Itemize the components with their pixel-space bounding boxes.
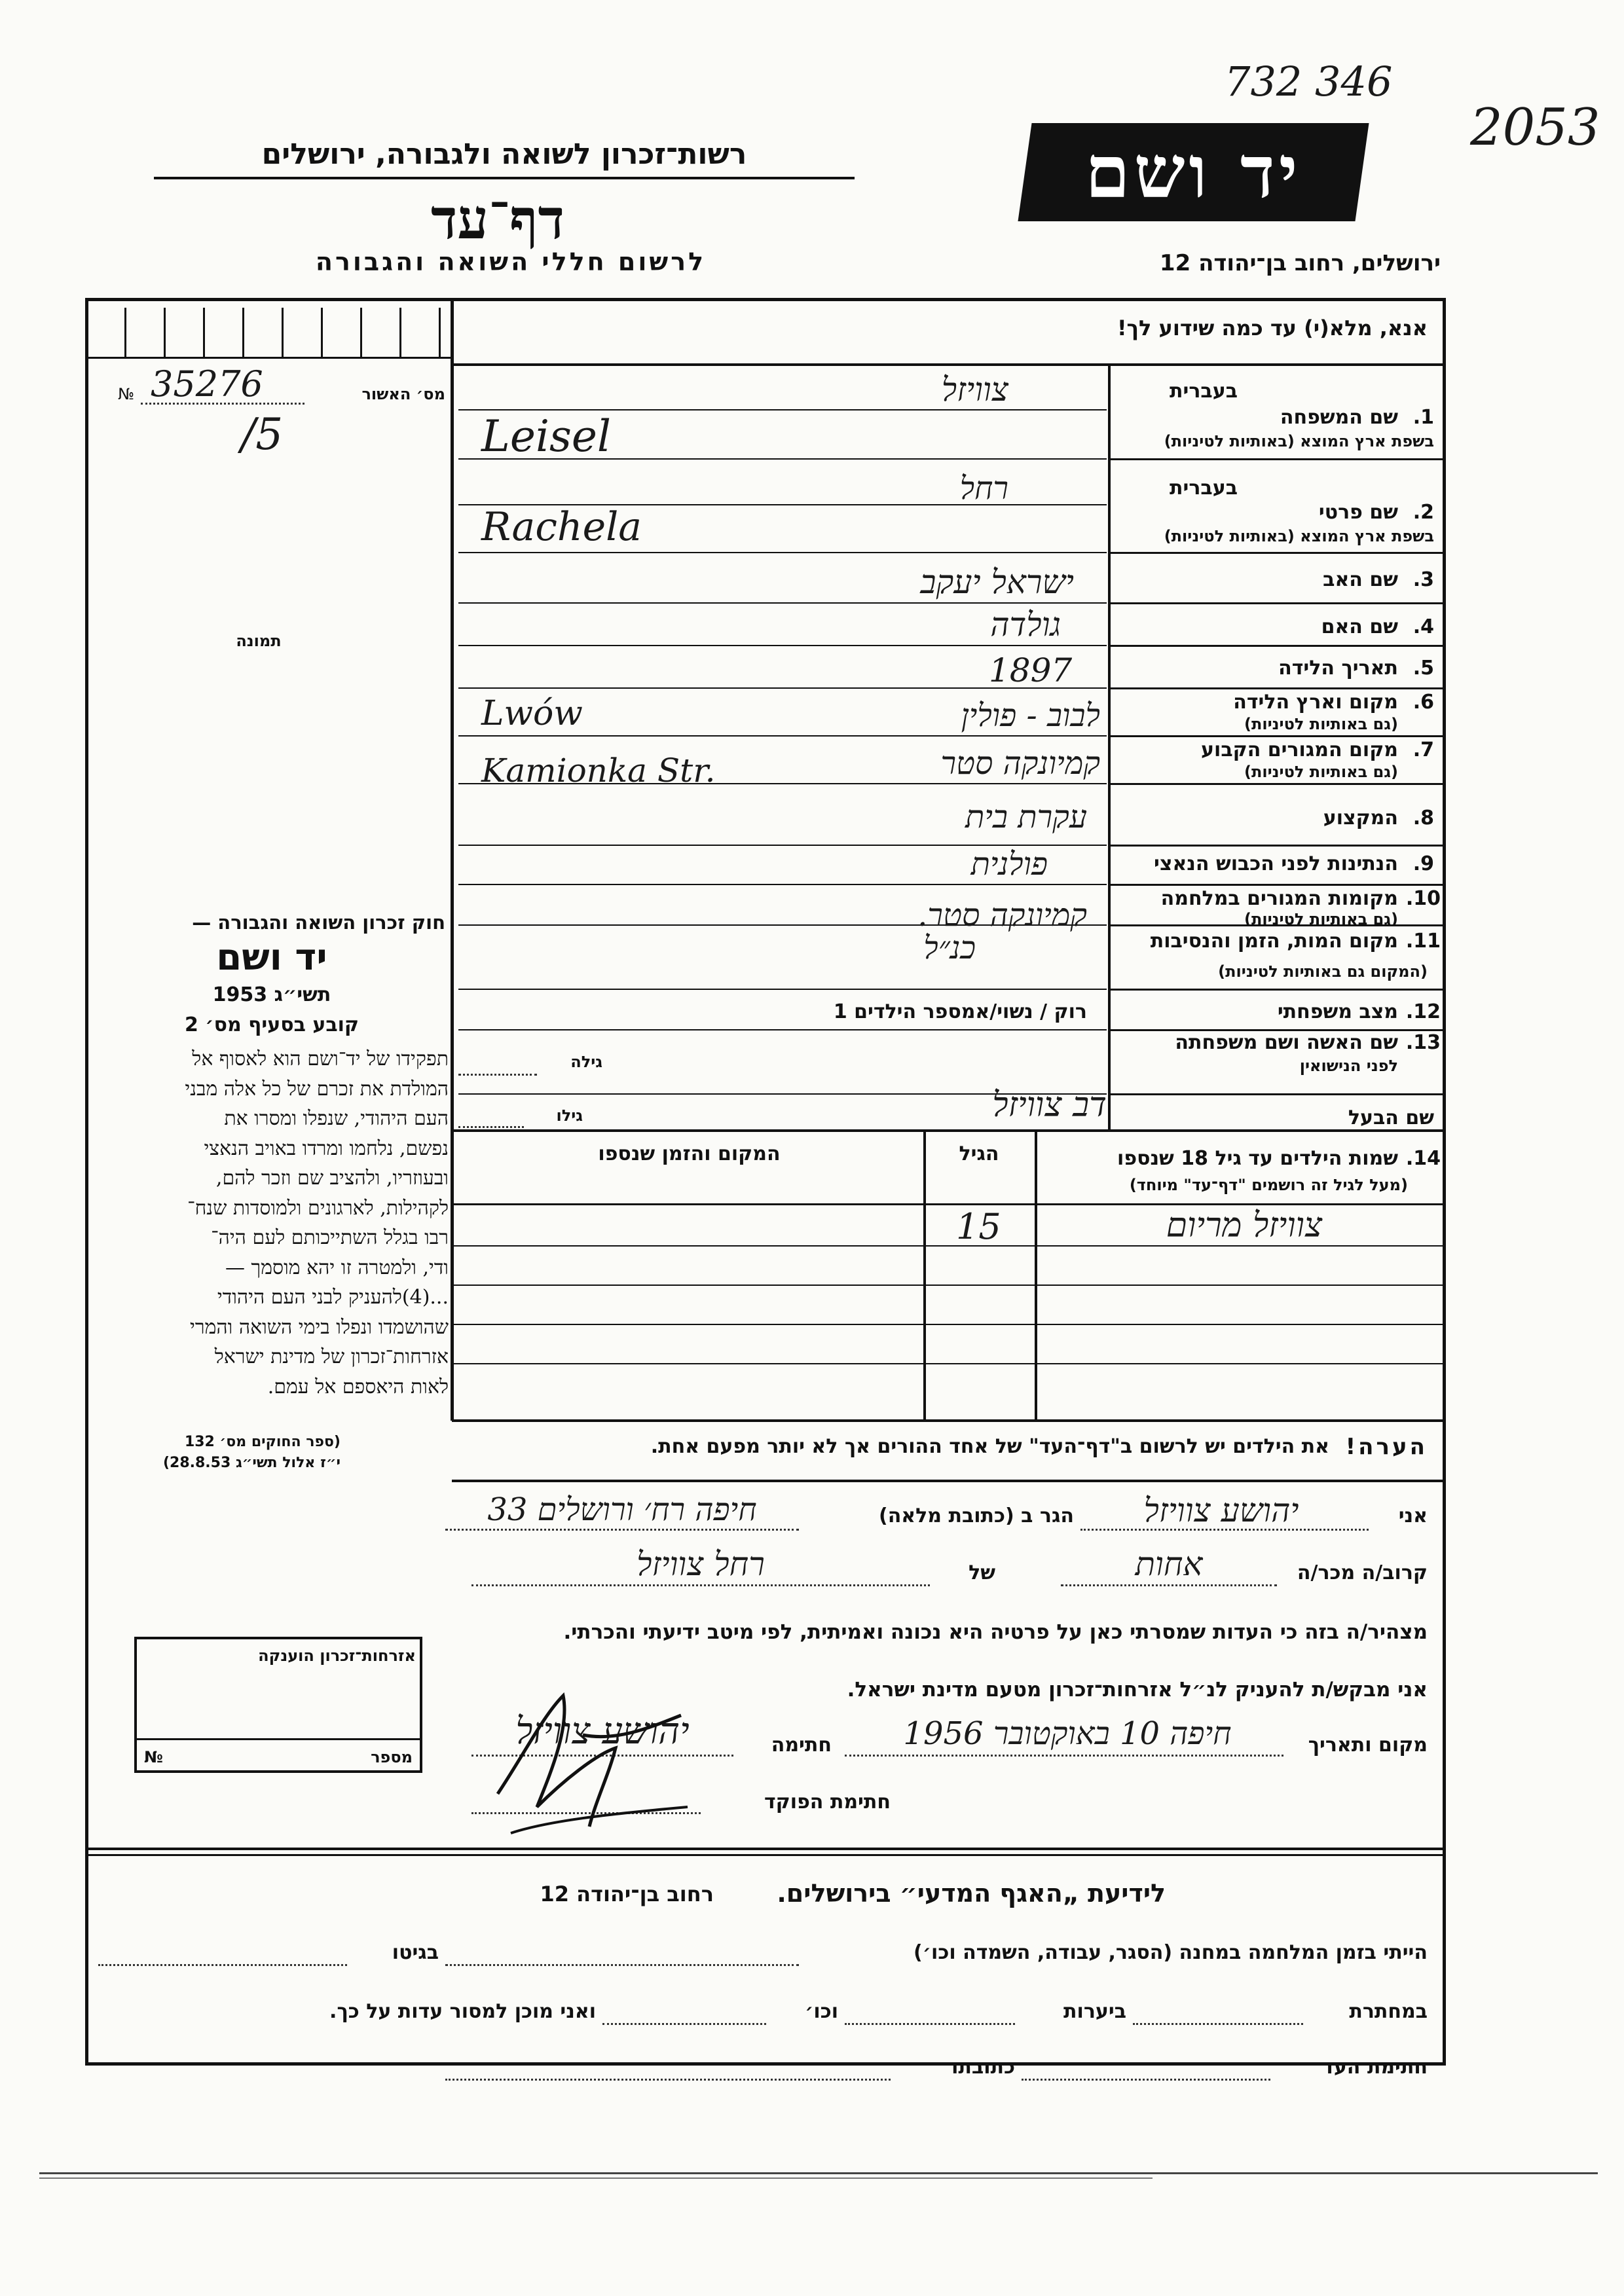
reg-no-prefix: №	[118, 385, 134, 403]
of-label: של	[969, 1561, 995, 1584]
birth-date: 1897	[989, 651, 1073, 689]
law-line: לאות היאספם אל עמם.	[267, 1375, 449, 1398]
citizenship-no-prefix: №	[144, 1748, 163, 1766]
law-year: תשי״ג 1953	[212, 983, 331, 1006]
photo-label: תמונה	[236, 632, 282, 650]
husband-name: דב צוויזל	[992, 1085, 1107, 1125]
occupation: עקרת בית	[965, 799, 1087, 835]
row-2-num: 2.	[1412, 501, 1434, 524]
row-9-label: הנתינות לפני הכבוש הנאצי	[1154, 852, 1398, 875]
bottom-ghetto: בגיטו	[392, 1941, 439, 1964]
of-name: רחל צוויזל	[637, 1545, 765, 1583]
citizenship-number-label: מספר	[371, 1748, 413, 1766]
wartime-residence: קמיונקה סטר.	[917, 897, 1087, 934]
yad-vashem-logo	[1018, 123, 1369, 221]
row-3-label: שם האב	[1323, 568, 1398, 591]
bottom-title: לידיעת „האגף המדעי״ בירושלים.	[777, 1879, 1166, 1908]
row-5-label: תאריך הלידה	[1278, 657, 1398, 680]
residing-label: הגר ב (כתובת מלאה)	[878, 1504, 1074, 1527]
child-age: 15	[956, 1206, 1001, 1247]
place-date-label: מקום ותאריך	[1308, 1734, 1428, 1757]
row-4-label: שם האם	[1321, 615, 1398, 638]
row-6-sub: (גם באותיות לטיניות)	[1244, 715, 1398, 733]
husband-label: שם הבעל	[1348, 1106, 1434, 1129]
marital-status: רוק / נשוי/אמספר הילדים 1	[833, 1000, 1087, 1023]
place-date: חיפה 10 באוקטובר 1956	[903, 1715, 1232, 1752]
first-name-latin: Rachela	[481, 504, 642, 550]
law-line: נפשם, נלחמו ומרדו באויב הנאצי	[204, 1137, 449, 1160]
row-9-num: 9.	[1412, 852, 1434, 875]
law-line: לקהילות, לארגונים ולמוסדות שנח־	[187, 1196, 449, 1220]
relation-label: קרוב/ה מכר/ה	[1297, 1561, 1428, 1584]
form-title: דף־עד	[430, 187, 564, 251]
law-clause: קובע בסעיף מס׳ 2	[184, 1013, 360, 1036]
row-13-label: שם האשה ושם משפחתה	[1175, 1031, 1398, 1054]
law-line: ...(4)להעניק לבני העם היהודי	[217, 1286, 449, 1309]
law-line: שהושמדו ונפלו בימי השואה והמרי	[189, 1315, 449, 1339]
citizenship-box-title: אזרחות־זכרון הוענקה	[258, 1647, 416, 1665]
row-10-label: מקומות המגורים במלחמה	[1160, 887, 1398, 910]
law-line: רבו בגלל השתייכותם לעם היה־	[211, 1226, 449, 1249]
corner-number: 2053	[1470, 98, 1600, 157]
archive-number: 732 346	[1225, 58, 1393, 105]
residence: קמיונקה סטר	[940, 745, 1100, 782]
scan-edge	[39, 2172, 1598, 2174]
child-name: צוויזל מריום	[1166, 1206, 1323, 1245]
form-subtitle: לרשום חללי השואה והגבורה	[315, 247, 707, 276]
relation-value: אחות	[1135, 1545, 1203, 1583]
reg-number-label: מס׳ האשור	[361, 385, 445, 403]
reg-suffix: /5	[241, 409, 284, 460]
law-line: אזרחות־זכרון של מדינת ישראל	[214, 1345, 449, 1368]
law-line: תפקידו של יד־ושם הוא לאסוף אל	[192, 1048, 449, 1070]
children-col-place: המקום והזמן שנספו	[598, 1142, 781, 1165]
row-8-label: המקצוע	[1323, 807, 1398, 829]
children-num: 14.	[1405, 1147, 1441, 1170]
surname-hebrew: צוויזל	[941, 371, 1008, 409]
intro-text: אנא, מלא(י) עד כמה שידוע לך!	[1116, 316, 1428, 340]
law-line: ובעוזריו, ולהציב שם וזכר להם,	[215, 1167, 449, 1190]
row-11-num: 11.	[1405, 930, 1441, 953]
row-1-label: שם המשפחה	[1280, 406, 1398, 429]
children-title: שמות הילדים עד גיל 18 שנספו	[1117, 1147, 1398, 1170]
declaration: מצהיר/ה בזה כי העדות שמסרתי כאן על פרטיה היא נכונה ואמיתית, לפי מיטב ידיעתי והכרתי.	[563, 1620, 1428, 1644]
bottom-forests: ביערות	[1063, 2000, 1126, 2023]
note-label: הערה!	[1345, 1434, 1428, 1460]
row-10-num: 10.	[1405, 887, 1441, 910]
bottom-partisans: במחתרת	[1349, 2000, 1428, 2023]
row-2-label: שם פרטי	[1318, 501, 1398, 524]
law-line: המולדת את זכרם של כל אלה מבני	[185, 1077, 449, 1101]
row-3-num: 3.	[1412, 568, 1434, 591]
bottom-address-label: כתובתו	[951, 2056, 1015, 2079]
father-name: ישראל יעקב	[920, 563, 1074, 601]
witness-signature: יהושע צוויזל	[515, 1710, 690, 1753]
bottom-sign-label: חתימת העד	[1322, 2056, 1428, 2079]
law-ref-1: (ספר החוקים מס׳ 132	[184, 1434, 341, 1450]
row-12-label: מצב משפחתי	[1277, 1000, 1398, 1023]
law-ref-2: י״ז אלול תשי״ג 28.8.53)	[162, 1455, 341, 1471]
law-title: חוק זכרון השואה והגבורה —	[192, 911, 445, 934]
law-line: העם היהודי, שנפלו ומסרו את	[224, 1107, 449, 1130]
row-7-label: מקום המגורים הקבוע	[1201, 738, 1398, 761]
row-6-num: 6.	[1412, 691, 1434, 714]
note-text: את הילדים יש לרשום ב"דף־העד" של אחד ההורים אך לא יותר מפעם אחת.	[650, 1435, 1329, 1458]
row-2-he-tag: בעברית	[1170, 477, 1238, 500]
birth-place-latin: Lwów	[481, 694, 583, 733]
row-5-num: 5.	[1412, 657, 1434, 680]
row-1-num: 1.	[1412, 406, 1434, 429]
first-name-hebrew: רחל	[959, 470, 1008, 507]
mother-name: גולדה	[990, 606, 1061, 644]
row-7-sub: (גם באותיות לטיניות)	[1244, 763, 1398, 781]
institution-name: רשות־זכרון לשואה ולגבורה, ירושלים	[261, 137, 747, 171]
children-subtitle: (מעל לגיל זה רושמים "דף־עד" מיוחד)	[1129, 1176, 1408, 1194]
logo-text: יד ושם	[1085, 130, 1302, 214]
signature-label: חתימה	[771, 1734, 832, 1757]
witness-name: יהושע צוויזל	[1143, 1491, 1299, 1529]
witness-ani: אני	[1398, 1504, 1428, 1527]
row-7-num: 7.	[1412, 738, 1434, 761]
official-signature-label: חתימת הפוקד	[764, 1791, 891, 1813]
header-underline	[154, 177, 855, 179]
birth-place: לבוב - פולין	[961, 697, 1100, 734]
wife-age-label: גילה	[570, 1053, 602, 1071]
law-name: יד ושם	[216, 936, 327, 979]
law-text	[95, 1044, 449, 1402]
children-col-age: הגיל	[959, 1142, 999, 1165]
row-6-label: מקום וארץ הלידה	[1233, 691, 1398, 714]
row-1-he-tag: בעברית	[1170, 380, 1238, 403]
row-11-label: מקום המות, הזמן והנסיבות	[1150, 930, 1398, 953]
bottom-line1: הייתי בזמן המלחמה במחנה (הסגר, עבודה, השמדה וכו׳)	[913, 1941, 1428, 1964]
witness-address: חיפה רח׳ ורושלים 33	[487, 1491, 757, 1528]
signature-scribble	[485, 1676, 701, 1846]
husband-age-label: גילו	[556, 1106, 583, 1125]
row-13-num: 13.	[1405, 1031, 1441, 1054]
reg-number: 35276	[151, 363, 263, 405]
request: אני מבקש/ת להעניק לנ״ל אזרחות־זכרון מטעם מדינת ישראל.	[847, 1678, 1428, 1702]
law-line: ודי, ולמטרה זו יהא מוסמך —	[225, 1256, 449, 1279]
death-place: כנ״ל	[923, 930, 976, 966]
bottom-etc: וכו׳	[805, 2000, 838, 2023]
row-1-sub: בשפת ארץ המוצא (באותיות לטיניות)	[1164, 432, 1434, 450]
bottom-ready: ואני מוכן למסור עדות על כך.	[329, 2000, 596, 2023]
row-4-num: 4.	[1412, 615, 1434, 638]
row-11-sub: (המקום גם באותיות לטיניות)	[1218, 962, 1428, 981]
row-10-sub: (גם באותיות לטיניות)	[1244, 910, 1398, 928]
row-12-num: 12.	[1405, 1000, 1441, 1023]
surname-latin: Leisel	[481, 411, 612, 462]
row-8-num: 8.	[1412, 807, 1434, 829]
header-address: ירושלים, רחוב בן־יהודה 12	[1159, 250, 1441, 276]
citizenship: פולנית	[970, 846, 1048, 883]
bottom-address: רחוב בן־יהודה 12	[540, 1882, 714, 1906]
row-13-sub: לפני הנישואין	[1299, 1057, 1398, 1075]
residence-latin: Kamionka Str.	[481, 752, 716, 790]
row-2-sub: בשפת ארץ המוצא (באותיות לטיניות)	[1164, 527, 1434, 545]
